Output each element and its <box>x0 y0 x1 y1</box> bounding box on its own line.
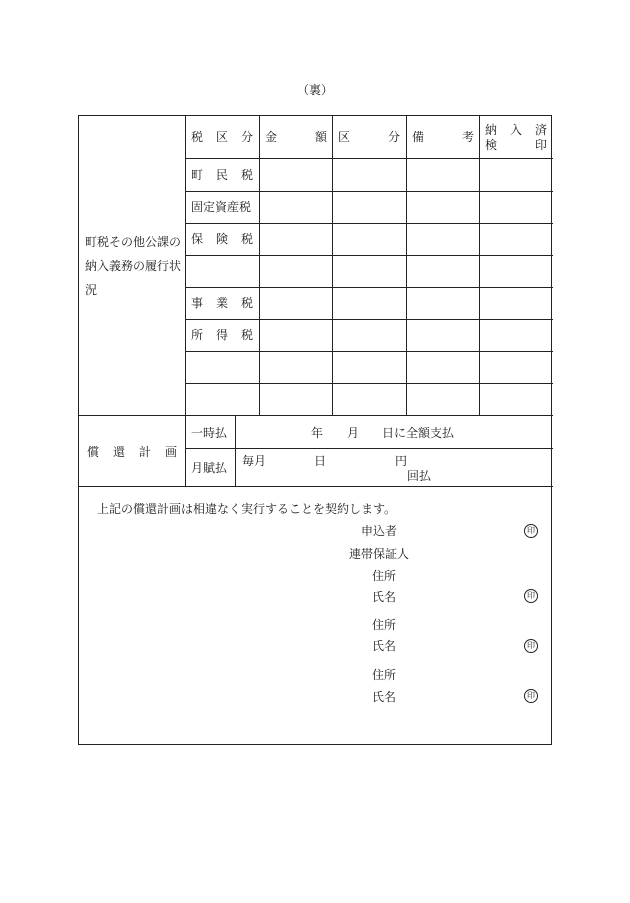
tax-status-label-line: 況 <box>85 283 98 297</box>
tax-status-label-line: 町税その他公課の <box>85 235 182 249</box>
seal-mark: 印 <box>524 589 538 603</box>
pledge-statement: 上記の償還計画は相違なく実行することを契約します。 <box>97 502 397 516</box>
tax-row-label: 所 得 税 <box>191 328 253 342</box>
tax-status-label-line: 納入義務の履行状 <box>85 259 182 273</box>
column-rule <box>235 415 236 486</box>
header-paid-check: 納 入 済 <box>485 123 547 137</box>
header-remarks: 備 考 <box>412 130 474 144</box>
name-label: 氏名 <box>372 639 397 653</box>
lump-sum-month: 月 <box>347 426 360 440</box>
tax-row-label: 固定資産税 <box>191 200 252 214</box>
address-label: 住所 <box>372 618 397 632</box>
monthly-times: 回払 <box>407 469 432 483</box>
header-rule <box>185 158 553 159</box>
guarantor-label: 連帯保証人 <box>349 547 410 561</box>
monthly-yen: 円 <box>395 454 408 468</box>
monthly-label: 月賦払 <box>191 461 228 475</box>
row-rule <box>185 383 553 384</box>
name-label: 氏名 <box>372 590 397 604</box>
page-heading: （裏） <box>296 83 333 97</box>
monthly-day: 日 <box>314 454 327 468</box>
seal-mark: 印 <box>524 639 538 653</box>
address-label: 住所 <box>372 668 397 682</box>
seal-mark: 印 <box>524 524 538 538</box>
seal-mark: 印 <box>524 689 538 703</box>
row-rule <box>185 255 553 256</box>
row-rule <box>185 319 553 320</box>
header-tax-type: 税 区 分 <box>191 130 253 144</box>
name-label: 氏名 <box>372 690 397 704</box>
lump-sum-label: 一時払 <box>191 426 228 440</box>
tax-row-label: 事 業 税 <box>191 296 253 310</box>
contract-form <box>78 115 552 745</box>
lump-sum-day-text: 日に全額支払 <box>382 426 455 440</box>
row-rule <box>185 287 553 288</box>
section-rule <box>79 486 553 487</box>
lump-sum-year: 年 <box>311 426 324 440</box>
column-rule <box>332 116 333 415</box>
repayment-rule <box>185 448 553 449</box>
row-rule <box>185 191 553 192</box>
label-column-rule <box>185 116 186 486</box>
column-rule <box>259 116 260 415</box>
column-rule <box>479 116 480 415</box>
tax-row-label: 町 民 税 <box>191 168 253 182</box>
header-paid-check: 検 印 <box>485 138 547 152</box>
section-rule <box>79 415 553 416</box>
row-rule <box>185 351 553 352</box>
tax-row-label: 保 険 税 <box>191 232 253 246</box>
repayment-plan-label: 償 還 計 画 <box>87 445 177 459</box>
column-rule <box>406 116 407 415</box>
address-label: 住所 <box>372 569 397 583</box>
header-category: 区 分 <box>338 130 400 144</box>
monthly-every-month: 毎月 <box>242 454 267 468</box>
applicant-label: 申込者 <box>361 524 398 538</box>
row-rule <box>185 223 553 224</box>
header-amount: 金 額 <box>265 130 327 144</box>
